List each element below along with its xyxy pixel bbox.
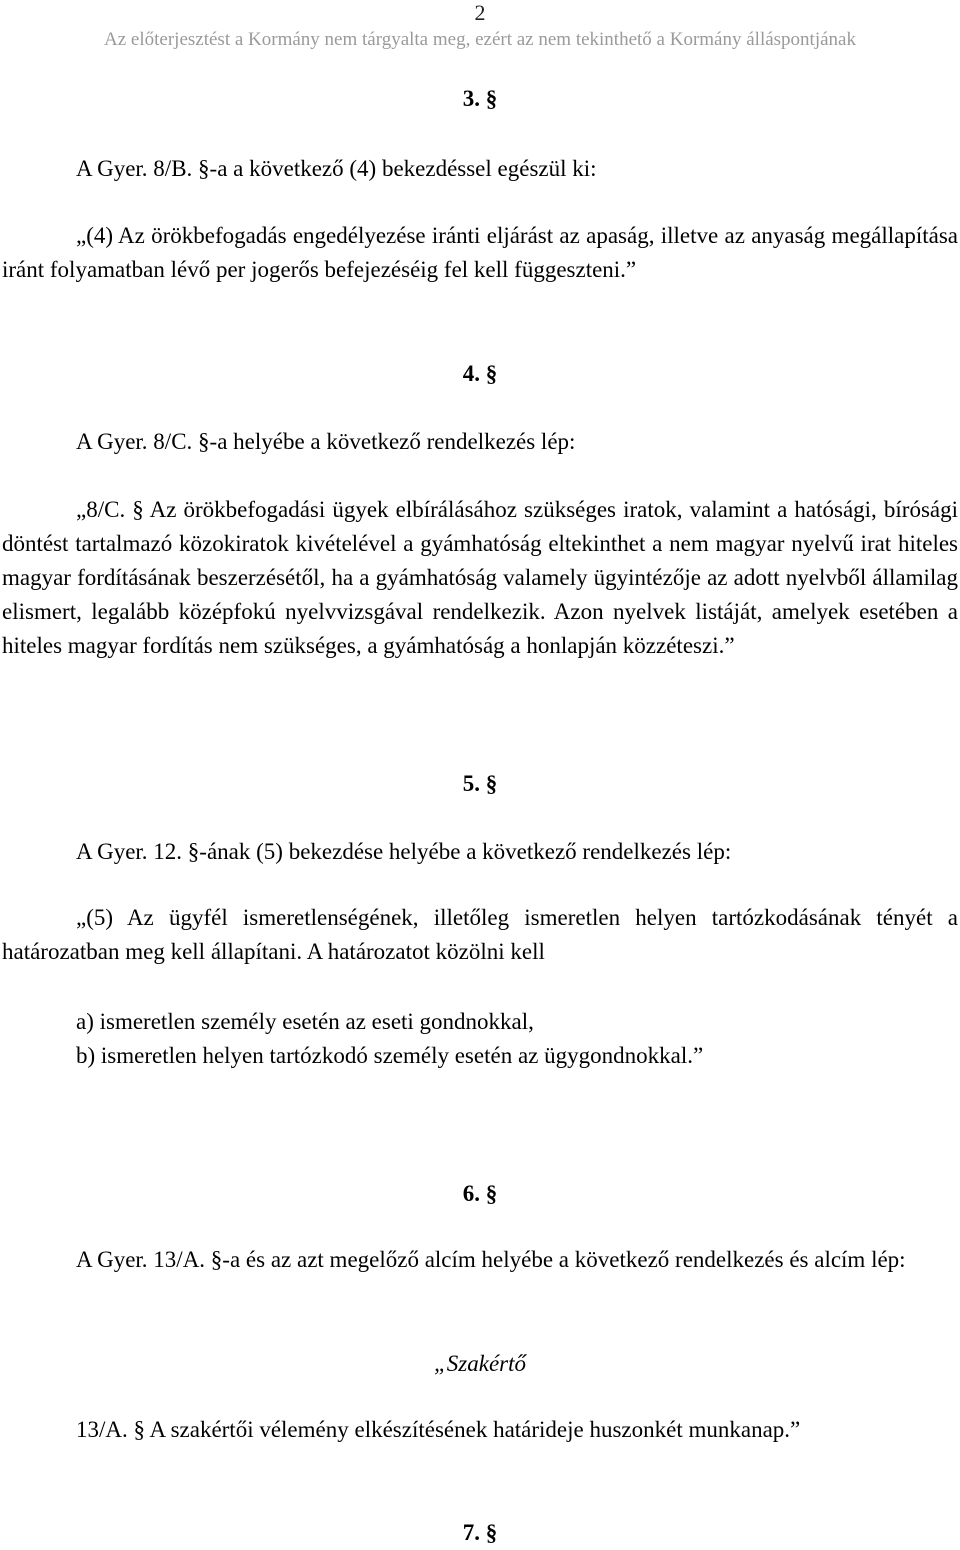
section-4-quote: „8/C. § Az örökbefogadási ügyek elbírálásához szükséges iratok, valamint a hatósági, bírósági döntést tartalmazó közokiratok kivételével a gyámhatóság eltekinthet a nem magyar nyelvű irat hiteles magyar fordításának beszerzésétől, ha a gyámhatóság valamely ügyintézője az adott nyelvből államilag elismert, legalább középfokú nyelvvizsgával rendelkezik. Azon nyelvek listáját, amelyek esetében a hiteles magyar fordítás nem szükséges, a gyámhatóság a honlapján közzéteszi.” — [2, 497, 958, 658]
page-number: 2 — [474, 0, 486, 25]
section-3-intro: A Gyer. 8/B. §-a a következő (4) bekezdéssel egészül ki: — [76, 156, 597, 181]
section-5-heading: 5. § — [462, 771, 498, 796]
section-7-heading: 7. § — [462, 1520, 498, 1545]
section-5-intro: A Gyer. 12. §-ának (5) bekezdése helyébe a következő rendelkezés lép: — [76, 839, 732, 864]
section-6-heading: 6. § — [462, 1181, 498, 1206]
section-5-quote: „(5) Az ügyfél ismeretlenségének, illetőleg ismeretlen helyen tartózkodásának tényét a határozatban meg kell állapítani. A határozatot közölni kell — [2, 905, 958, 964]
section-3-heading: 3. § — [462, 86, 498, 111]
watermark-notice: Az előterjesztést a Kormány nem tárgyalta meg, ezért az nem tekinthető a Kormány álláspontjának — [104, 29, 856, 50]
section-6-quote: 13/A. § A szakértői vélemény elkészítésének határideje huszonkét munkanap.” — [76, 1417, 801, 1442]
section-4-heading: 4. § — [462, 361, 498, 386]
section-5-item-a: a) ismeretlen személy esetén az eseti gondnokkal, — [76, 1009, 534, 1034]
section-4-intro: A Gyer. 8/C. §-a helyébe a következő rendelkezés lép: — [76, 429, 576, 454]
section-5-item-b: b) ismeretlen helyen tartózkodó személy esetén az ügygondnokkal.” — [76, 1043, 704, 1068]
section-3-quote: „(4) Az örökbefogadás engedélyezése iránti eljárást az apaság, illetve az anyaság megállapítása iránt folyamatban lévő per jogerős befejezéséig fel kell függeszteni.” — [2, 223, 958, 282]
section-6-subtitle: „Szakértő — [434, 1351, 526, 1376]
section-6-intro: A Gyer. 13/A. §-a és az azt megelőző alcím helyébe a következő rendelkezés és alcím lép: — [76, 1247, 906, 1272]
